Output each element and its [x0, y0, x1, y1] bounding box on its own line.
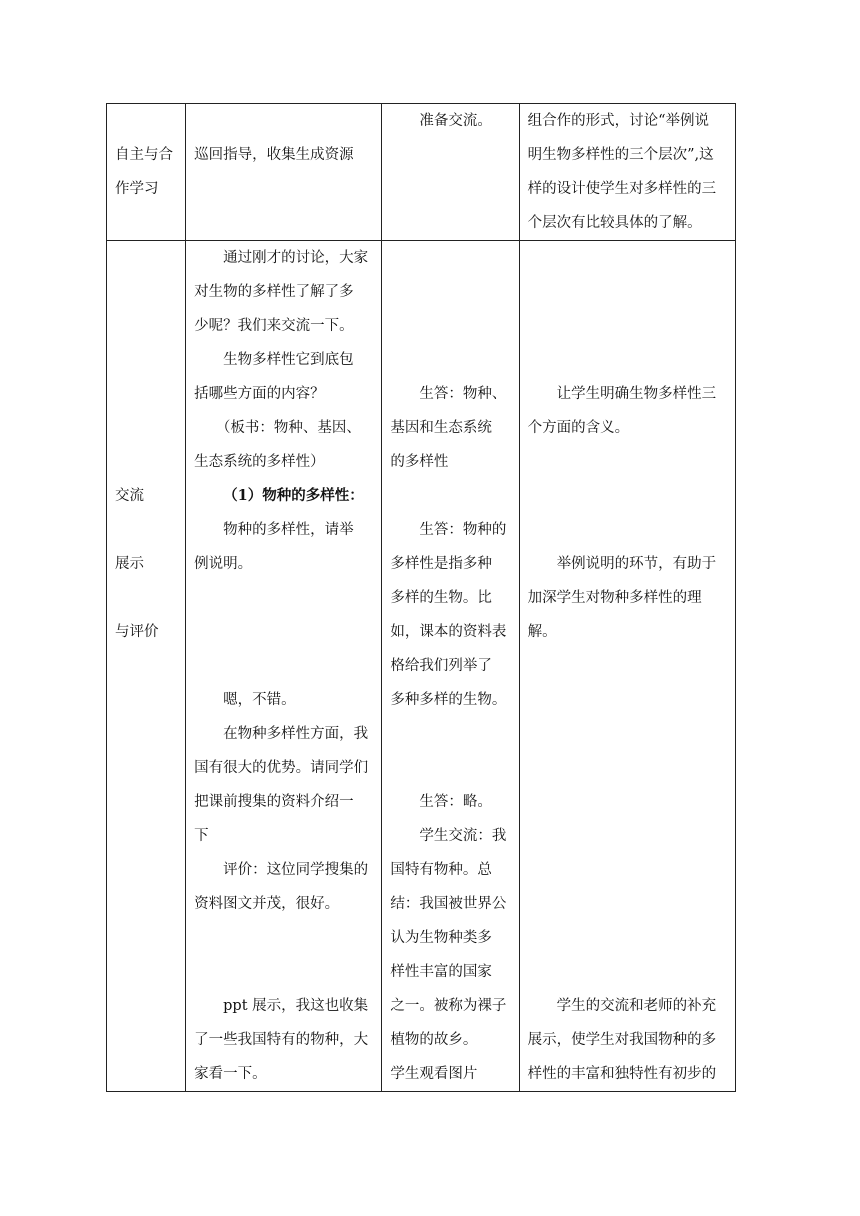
teacher-line: 括哪些方面的内容？: [194, 386, 325, 402]
teacher-line: 生物多样性它到底包: [223, 352, 354, 368]
teacher-line: 下: [194, 828, 209, 844]
teacher-cell: [186, 104, 382, 241]
student-line: 多样的生物。比: [390, 590, 492, 606]
teacher-line: 少呢？我们来交流一下。: [194, 318, 354, 334]
intent-line: 个层次有比较具体的了解。: [527, 215, 702, 231]
intent-line: 举例说明的环节，有助于: [556, 556, 717, 572]
student-text: 准备交流。: [419, 113, 492, 129]
stage-cell: [107, 241, 186, 1092]
stage-text: 自主与合: [115, 147, 173, 163]
student-cell: [382, 104, 519, 241]
intent-line: 让学生明确生物多样性三: [556, 386, 717, 402]
student-line: 多种多样的生物。: [390, 692, 507, 708]
teacher-line: 评价：这位同学搜集的: [223, 862, 369, 878]
teacher-text: 巡回指导，收集生成资源: [194, 147, 354, 163]
intent-line: 样的设计使学生对多样性的三: [527, 181, 717, 197]
teacher-line: 例说明。: [194, 556, 253, 572]
teacher-line: 生态系统的多样性）: [194, 454, 325, 470]
student-line: 如，课本的资料表: [390, 624, 507, 640]
student-cell: [382, 241, 519, 1092]
student-line: 学生交流：我: [419, 828, 507, 844]
stage-text: 与评价: [115, 624, 159, 640]
intent-line: 组合作的形式，讨论“举例说: [527, 113, 710, 129]
student-line: 基因和生态系统: [390, 420, 492, 436]
teacher-line: 把课前搜集的资料介绍一: [194, 794, 354, 810]
student-line: 生答：略。: [419, 794, 492, 810]
intent-line: 样性的丰富和独特性有初步的: [527, 1066, 717, 1082]
teacher-line: 资料图文并茂，很好。: [194, 896, 340, 912]
stage-text: 展示: [115, 556, 144, 572]
stage-text: 交流: [115, 488, 144, 504]
student-line: 之一。被称为裸子: [390, 998, 507, 1014]
intent-cell: [519, 241, 735, 1092]
student-line: 学生观看图片: [390, 1066, 478, 1082]
student-line: 生答：物种、: [419, 386, 507, 402]
student-line: 认为生物种类多: [390, 930, 492, 946]
teacher-line: 对生物的多样性了解了多: [194, 284, 354, 300]
teacher-line: 了一些我国特有的物种，大: [194, 1032, 369, 1048]
student-line: 样性丰富的国家: [390, 964, 492, 980]
intent-line: 加深学生对物种多样性的理: [527, 590, 702, 606]
intent-line: 展示，使学生对我国物种的多: [527, 1032, 717, 1048]
section-heading: （1）物种的多样性：: [223, 487, 364, 504]
teacher-cell: [186, 241, 382, 1092]
student-line: 的多样性: [390, 454, 449, 470]
teacher-line: 嗯，不错。: [223, 692, 296, 708]
intent-line: 学生的交流和老师的补充: [556, 998, 717, 1014]
teacher-line: 在物种多样性方面，我: [223, 726, 369, 742]
teacher-line: 通过刚才的讨论，大家: [223, 250, 369, 266]
table-row: [107, 104, 736, 241]
teacher-line: ppt 展示，我这也收集: [223, 998, 369, 1014]
student-line: 国特有物种。总: [390, 862, 492, 878]
teacher-line: 物种的多样性，请举: [223, 522, 354, 538]
intent-line: 明生物多样性的三个层次”,这: [527, 147, 714, 163]
student-line: 植物的故乡。: [390, 1032, 478, 1048]
stage-cell: [107, 104, 186, 241]
teacher-line: （板书：物种、基因、: [215, 420, 361, 436]
teacher-line: 家看一下。: [194, 1066, 267, 1082]
student-line: 格给我们列举了: [390, 658, 492, 674]
student-line: 结：我国被世界公: [390, 896, 507, 912]
student-line: 生答：物种的: [419, 522, 507, 538]
teacher-line: 国有很大的优势。请同学们: [194, 760, 369, 776]
lesson-plan-table: [106, 103, 736, 1092]
intent-line: 个方面的含义。: [527, 420, 630, 436]
intent-line: 解。: [527, 624, 557, 640]
table-row: [107, 241, 736, 1092]
student-line: 多样性是指多种: [390, 556, 492, 572]
intent-cell: [519, 104, 735, 241]
stage-text: 作学习: [115, 181, 159, 197]
